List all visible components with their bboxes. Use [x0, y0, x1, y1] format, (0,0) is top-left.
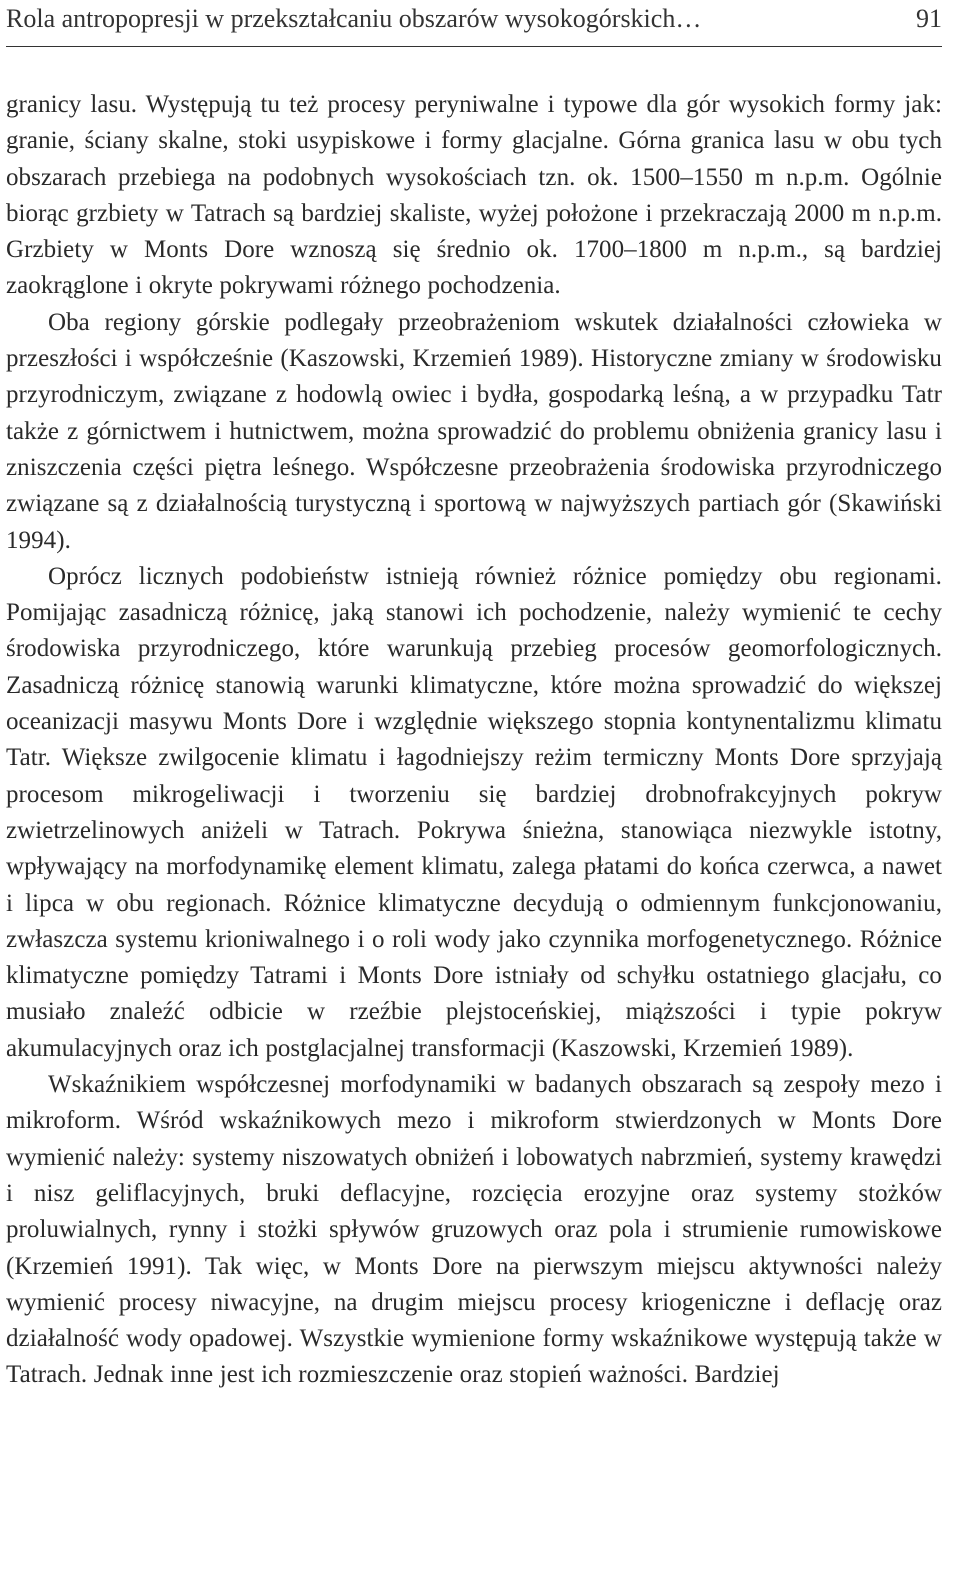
- body-text: [6, 87, 942, 1394]
- running-header: [6, 0, 942, 36]
- paragraph-2: Oba regiony górskie podlegały przeobrażeniom wskutek działalności człowieka w przeszłości i współcześnie (Kaszowski, Krzemień 1989). Historyczne zmiany w środowisku przyrodniczym, związane z hodowlą owiec i bydła, gospodarką leśną, a w przypadku Tatr także z górnictwem i hutnictwem, można sprowadzić do problemu obniżenia granicy lasu i zniszczenia części piętra leśnego. Współczesne przeobrażenia środowiska przyrodniczego związane są z działalnością turystyczną i sportową w najwyższych partiach gór (Skawiński 1994).: [6, 308, 942, 554]
- paragraph-4: Wskaźnikiem współczesnej morfodynamiki w badanych obszarach są zespoły mezo i mikroform. Wśród wskaźnikowych mezo i mikroform stwierdzonych w Monts Dore wymienić należy: systemy niszowatych obniżeń i lobowatych nabrzmień, systemy krawędzi i nisz geliflacyjnych, bruki deflacyjne, rozcięcia erozyjne oraz systemy stożków proluwialnych, rynny i stożki spływów gruzowych oraz pola i strumienie rumowiskowe (Krzemień 1991). Tak więc, w Monts Dore na pierwszym miejscu aktywności należy wymienić procesy niwacyjne, na drugim miejscu procesy kriogeniczne i deflację oraz działalność wody opadowej. Wszystkie wymienione formy wskaźnikowe występują także w Tatrach. Jednak inne jest ich rozmieszczenie oraz stopień ważności. Bardziej: [6, 1071, 942, 1389]
- header-rule: [6, 46, 942, 47]
- page-number: 91: [916, 4, 942, 33]
- running-title: Rola antropopresji w przekształcaniu obszarów wysokogórskich…: [6, 4, 702, 33]
- paragraph-3: Oprócz licznych podobieństw istnieją również różnice pomiędzy obu regionami. Pomijając zasadniczą różnicę, jaką stanowi ich pochodzenie, należy wymienić te cechy środowiska przyrodniczego, które warunkują przebieg procesów geomorfologicznych. Zasadniczą różnicę stanowią warunki klimatyczne, które można sprowadzić do większej oceanizacji masywu Monts Dore i względnie większego stopnia kontynentalizmu klimatu Tatr. Większe zwilgocenie klimatu i łagodniejszy reżim termiczny Monts Dore sprzyjają procesom mikrogeliwacji i tworzeniu się bardziej drobnofrakcyjnych pokryw zwietrzelinowych aniżeli w Tatrach. Pokrywa śnieżna, stanowiąca niezwykle istotny, wpływający na morfodynamikę element klimatu, zalega płatami do końca czerwca, a nawet i lipca w obu regionach. Różnice klimatyczne decydują o odmiennym funkcjonowaniu, zwłaszcza systemu krioniwalnego i o roli wody jako czynnika morfogenetycznego. Różnice klimatyczne pomiędzy Tatrami i Monts Dore istniały od schyłku ostatniego glacjału, co musiało znaleźć odbicie w rzeźbie plejstoceńskiej, miąższości i typie pokryw akumulacyjnych oraz ich postglacjalnej transformacji (Kaszowski, Krzemień 1989).: [6, 562, 942, 1062]
- paragraph-1: granicy lasu. Występują tu też procesy peryniwalne i typowe dla gór wysokich formy jak: granie, ściany skalne, stoki usypiskowe i formy glacjalne. Górna granica lasu w obu tych obszarach przebiega na podobnych wysokościach tzn. ok. 1500–1550 m n.p.m. Ogólnie biorąc grzbiety w Tatrach są bardziej skaliste, wyżej położone i przekraczają 2000 m n.p.m. Grzbiety w Monts Dore wznoszą się średnio ok. 1700–1800 m n.p.m., są bardziej zaokrąglone i okryte pokrywami różnego pochodzenia.: [6, 91, 942, 300]
